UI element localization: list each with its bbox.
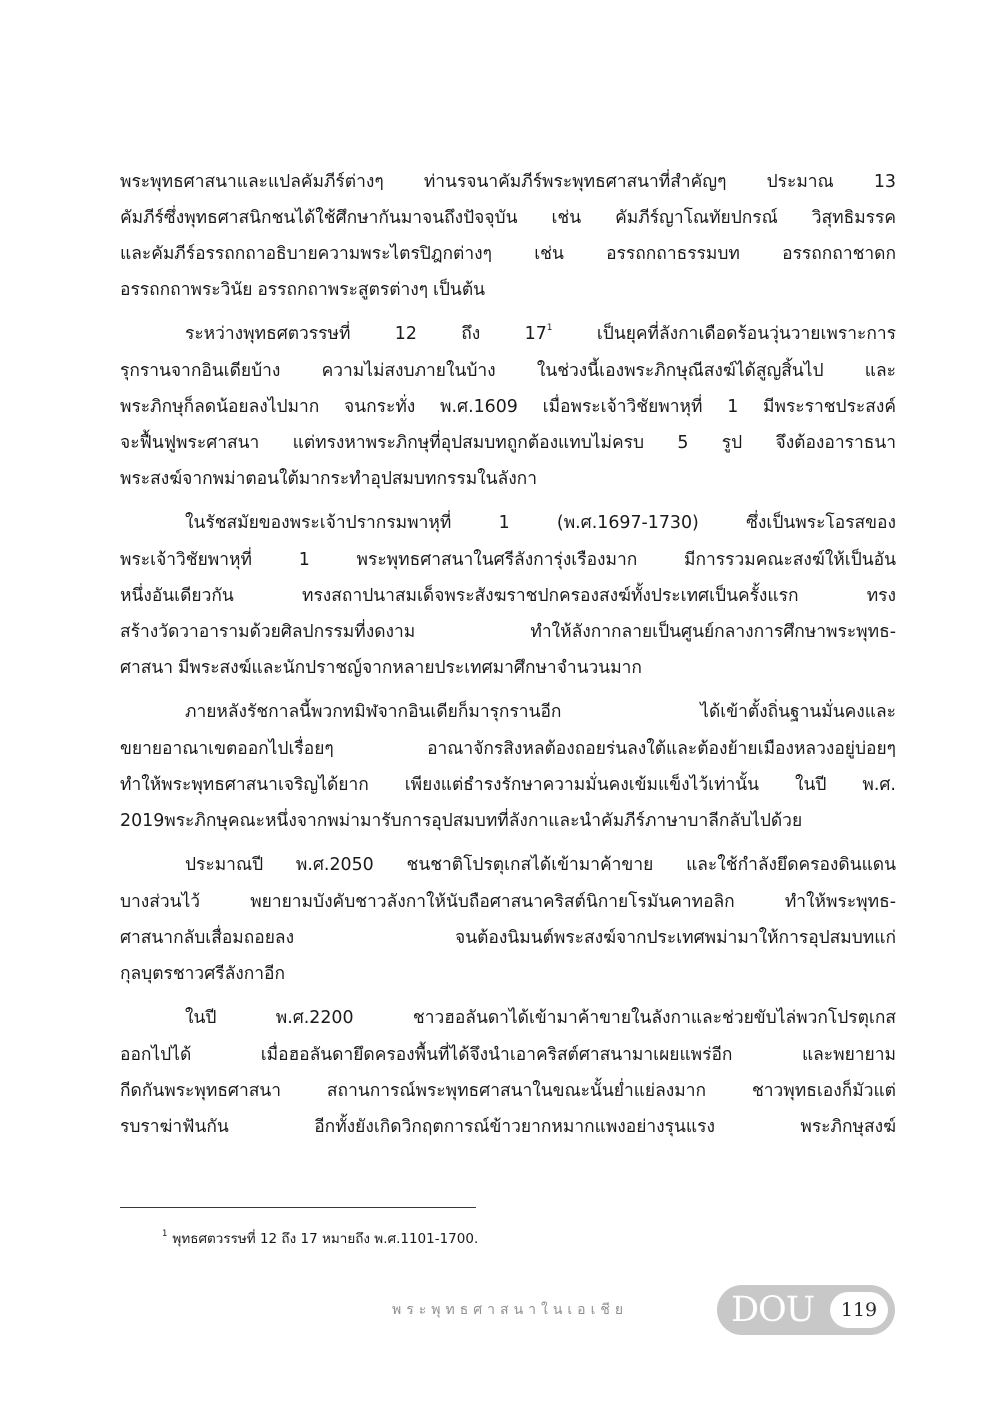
word: คัมภีร์ซึ่งพุทธศาสนิกชนได้ใช้ศึกษากันมาจนถึงปัจจุบัน xyxy=(120,208,518,228)
text-line xyxy=(120,1035,896,1075)
word: ในรัชสมัยของพระเจ้าปรากรมพาหุที่ xyxy=(185,513,452,533)
text-line xyxy=(120,162,896,202)
text-line xyxy=(120,270,896,310)
footnote-divider xyxy=(120,1207,476,1208)
word: บางส่วนไว้ xyxy=(120,892,201,912)
word: จะฟื้นฟูพระศาสนา xyxy=(120,433,260,453)
badge-logo-text: DOU xyxy=(731,1290,815,1330)
word: ทรง xyxy=(866,586,896,606)
word: พระสงฆ์จากพม่าตอนใต้มากระทำอุปสมบทกรรมในลังกา xyxy=(120,469,537,489)
word: 12 xyxy=(394,324,417,344)
word: สถานการณ์พระพุทธศาสนาในขณะนั้นย่ำแย่ลงมาก xyxy=(326,1081,707,1101)
footnote-text: พุทธศตวรรษที่ 12 ถึง 17 หมายถึง พ.ศ.1101-1700. xyxy=(172,1231,479,1247)
word: ได้เข้าตั้งถิ่นฐานมั่นคงและ xyxy=(700,702,896,722)
word: พระพุทธศาสนาและแปลคัมภีร์ต่างๆ xyxy=(120,172,384,192)
running-title: พระพุทธศาสนาในเอเชีย xyxy=(392,1302,629,1318)
text-line xyxy=(185,503,896,543)
word: ประมาณ xyxy=(766,172,834,192)
text-line xyxy=(120,882,896,922)
word: สร้างวัดวาอารามด้วยศิลปกรรมที่งดงาม xyxy=(120,622,416,642)
word: อรรถกถาพระวินัย xyxy=(120,280,253,300)
word: และ xyxy=(864,361,896,381)
text-line xyxy=(120,729,896,769)
text-line xyxy=(185,845,896,885)
word: พระภิกษุสงฆ์ xyxy=(800,1117,896,1137)
word: ทำให้ลังกากลายเป็นศูนย์กลางการศึกษาพระพุทธ- xyxy=(530,622,896,642)
word: ทำให้พระพุทธศาสนาเจริญได้ยาก xyxy=(120,775,369,795)
word: ในช่วงนี้เองพระภิกษุณีสงฆ์ได้สูญสิ้นไป xyxy=(536,361,824,381)
text-line xyxy=(120,918,896,958)
word: มีการรวมคณะสงฆ์ให้เป็นอัน xyxy=(684,550,896,570)
word: 1 xyxy=(298,550,310,570)
text-line xyxy=(120,351,896,391)
word: จนกระทั่ง xyxy=(344,397,416,417)
text-line xyxy=(185,692,896,732)
word: คัมภีร์ญาโณทัยปกรณ์ xyxy=(615,208,778,228)
word: อรรถกถาพระสูตรต่างๆ xyxy=(257,280,429,300)
word: พระเจ้าวิชัยพาหุที่ xyxy=(120,550,252,570)
word: และพยายาม xyxy=(801,1045,896,1065)
word: ในปี xyxy=(185,1008,217,1028)
word: ท่านรจนาคัมภีร์พระพุทธศาสนาที่สำคัญๆ xyxy=(423,172,727,192)
word: พ.ศ. xyxy=(862,775,896,795)
word: ประมาณปี xyxy=(185,855,264,875)
text-line xyxy=(185,314,896,354)
word: เป็นต้น xyxy=(432,280,486,300)
word: ถึง xyxy=(461,324,481,344)
word: รบราฆ่าฟันกัน xyxy=(120,1117,229,1137)
word: พระภิกษุก็ลดน้อยลงไปมาก xyxy=(120,397,320,417)
text-line xyxy=(120,234,896,274)
word: และใช้กำลังยึดครองดินแดน xyxy=(686,855,896,875)
word: แต่ทรงหาพระภิกษุที่อุปสมบทถูกต้องแทบไม่ครบ xyxy=(292,433,644,453)
word: ในปี xyxy=(795,775,827,795)
page-number: 119 xyxy=(830,1292,888,1328)
word: พระพุทธศาสนาในศรีลังการุ่งเรืองมาก xyxy=(356,550,638,570)
word: เป็นยุคที่ลังกาเดือดร้อนวุ่นวายเพราะการ xyxy=(596,324,896,344)
word: อรรถกถาชาดก xyxy=(782,244,896,264)
word: จึงต้องอาราธนา xyxy=(775,433,896,453)
text-line xyxy=(120,576,896,616)
word: อาณาจักรสิงหลต้องถอยร่นลงใต้และต้องย้ายเมืองหลวงอยู่บ่อยๆ xyxy=(427,739,896,759)
text-line xyxy=(120,648,896,688)
word: พ.ศ.2200 xyxy=(275,1008,354,1028)
word: ระหว่างพุทธศตวรรษที่ xyxy=(185,324,351,344)
word: 2019พระภิกษุคณะหนึ่งจากพม่ามารับการอุปสมบทที่ลังกาและนำคัมภีร์ภาษาบาลีกลับไปด้วย xyxy=(120,811,803,831)
word: ออกไปได้ xyxy=(120,1045,192,1065)
word: 1 xyxy=(727,397,739,417)
word: ศาสนากลับเสื่อมถอยลง xyxy=(120,928,295,948)
text-line xyxy=(120,540,896,580)
word: รูป xyxy=(721,433,743,453)
word: และคัมภีร์อรรถกถาอธิบายความพระไตรปิฎกต่างๆ xyxy=(120,244,492,264)
text-line xyxy=(120,1107,896,1147)
word: มีพระสงฆ์และนักปราชญ์จากหลายประเทศมาศึกษาจำนวนมาก xyxy=(177,658,642,678)
word: กีดกันพระพุทธศาสนา xyxy=(120,1081,281,1101)
word: จนต้องนิมนต์พระสงฆ์จากประเทศพม่ามาให้การอุปสมบทแก่ xyxy=(455,928,896,948)
word: ศาสนา xyxy=(120,658,174,678)
text-line xyxy=(120,954,896,994)
word-with-footnote-ref xyxy=(525,314,553,354)
word: พ.ศ.2050 xyxy=(295,855,374,875)
word: กุลบุตรชาวศรีลังกาอีก xyxy=(120,964,285,984)
text-line xyxy=(120,1071,896,1111)
word: 1 xyxy=(498,513,510,533)
text-line xyxy=(120,612,896,652)
word: เช่น xyxy=(551,208,582,228)
word: ขยายอาณาเขตออกไปเรื่อยๆ xyxy=(120,739,334,759)
word: เช่น xyxy=(534,244,564,264)
word: วิสุทธิมรรค xyxy=(811,208,896,228)
footnote-reference: 1 xyxy=(546,323,553,333)
text-line xyxy=(120,765,896,805)
word: ทำให้พระพุทธ- xyxy=(784,892,896,912)
word: อีกทั้งยังเกิดวิกฤตการณ์ข้าวยากหมากแพงอย่างรุนแรง xyxy=(314,1117,715,1137)
word: 5 xyxy=(677,433,689,453)
word: ความไม่สงบภายในบ้าง xyxy=(321,361,496,381)
footnote-marker: 1 xyxy=(162,1229,168,1239)
word: (พ.ศ.1697-1730) xyxy=(556,513,699,533)
text-line xyxy=(120,459,896,499)
word: 17 xyxy=(524,324,547,344)
word: ภายหลังรัชกาลนี้พวกทมิฬจากอินเดียก็มารุกรานอีก xyxy=(185,702,562,722)
word: ชาวฮอลันดาได้เข้ามาค้าขายในลังกาและช่วยขับไล่พวกโปรตุเกส xyxy=(412,1008,896,1028)
word: เมื่อพระเจ้าวิชัยพาหุที่ xyxy=(542,397,703,417)
text-line xyxy=(120,387,896,427)
word: หนึ่งอันเดียวกัน xyxy=(120,586,234,606)
word: ทรงสถาปนาสมเด็จพระสังฆราชปกครองสงฆ์ทั้งประเทศเป็นครั้งแรก xyxy=(302,586,799,606)
word: เพียงแต่ธำรงรักษาความมั่นคงเข้มแข็งไว้เท่านั้น xyxy=(404,775,760,795)
text-line xyxy=(185,998,896,1038)
word: รุกรานจากอินเดียบ้าง xyxy=(120,361,281,381)
text-line xyxy=(120,423,896,463)
word: พยายามบังคับชาวลังกาให้นับถือศาสนาคริสต์นิกายโรมันคาทอลิก xyxy=(250,892,735,912)
text-line xyxy=(120,801,896,841)
word: อรรถกถาธรรมบท xyxy=(606,244,740,264)
word: 13 xyxy=(873,172,896,192)
publisher-badge xyxy=(717,1285,895,1335)
text-line xyxy=(120,198,896,238)
footnote xyxy=(162,1228,478,1250)
word: ซึ่งเป็นพระโอรสของ xyxy=(746,513,896,533)
word: พ.ศ.1609 xyxy=(440,397,518,417)
word: มีพระราชประสงค์ xyxy=(763,397,896,417)
word: เมื่อฮอลันดายึดครองพื้นที่ได้จึงนำเอาคริสต์ศาสนามาเผยแพร่อีก xyxy=(260,1045,733,1065)
word: ชาวพุทธเองก็มัวแต่ xyxy=(751,1081,896,1101)
word: ชนชาติโปรตุเกสได้เข้ามาค้าขาย xyxy=(406,855,654,875)
